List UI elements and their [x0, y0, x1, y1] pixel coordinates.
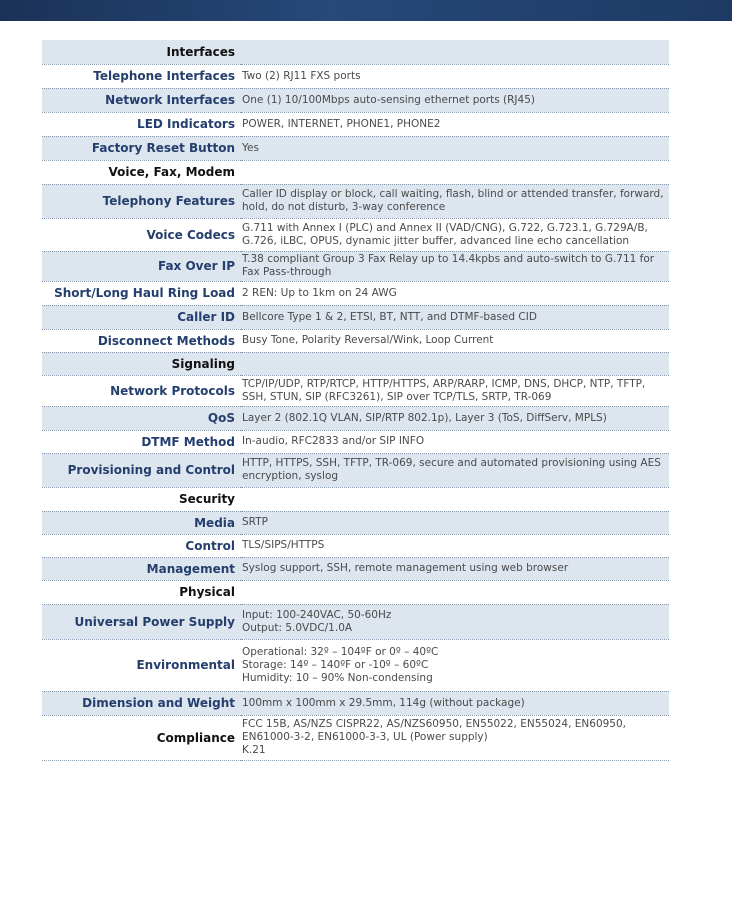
spec-value — [241, 136, 669, 160]
spec-value — [241, 406, 669, 430]
spec-value-line: Syslog support, SSH, remote management using web browser — [242, 562, 569, 574]
spec-value — [241, 487, 669, 511]
spec-row — [42, 136, 669, 160]
spec-label: Compliance — [42, 715, 241, 760]
spec-label: Control — [42, 534, 241, 557]
section-title: Signaling — [42, 352, 241, 375]
spec-row — [42, 112, 669, 136]
section-header-row — [42, 40, 669, 64]
section-header-row — [42, 352, 669, 375]
specifications-table — [42, 40, 669, 761]
spec-value-line: Input: 100-240VAC, 50-60Hz — [242, 608, 392, 621]
spec-label: QoS — [42, 406, 241, 430]
spec-value — [241, 305, 669, 329]
spec-value-line: In-audio, RFC2833 and/or SIP INFO — [242, 435, 425, 447]
spec-value — [241, 715, 669, 760]
spec-row — [42, 604, 669, 639]
spec-row — [42, 251, 669, 281]
spec-label: Telephone Interfaces — [42, 64, 241, 88]
spec-row — [42, 691, 669, 715]
spec-row — [42, 639, 669, 691]
spec-value — [241, 430, 669, 453]
section-title: Physical — [42, 580, 241, 604]
spec-value-line: TCP/IP/UDP, RTP/RTCP, HTTP/HTTPS, ARP/RARP, ICMP, DNS, DHCP, NTP, TFTP, SSH, STUN, SIP (RFC3261), SIP over TCP/TLS, SRTP, TR-069 — [242, 377, 646, 403]
spec-label: Short/Long Haul Ring Load — [42, 281, 241, 305]
spec-row — [42, 453, 669, 487]
spec-value-line: Two (2) RJ11 FXS ports — [242, 69, 361, 82]
spec-value-line: T.38 compliant Group 3 Fax Relay up to 14.4kpbs and auto-switch to G.711 for Fax Pass-through — [242, 253, 655, 278]
spec-value — [241, 329, 669, 352]
spec-row — [42, 534, 669, 557]
spec-table-body — [42, 40, 669, 760]
spec-value-line: Caller ID display or block, call waiting, flash, blind or attended transfer, forward, hold, do not disturb, 3-way conference — [242, 188, 664, 213]
spec-value-line: POWER, INTERNET, PHONE1, PHONE2 — [242, 117, 441, 130]
spec-value-line: Output: 5.0VDC/1.0A — [242, 621, 353, 634]
spec-label: Provisioning and Control — [42, 453, 241, 487]
spec-label: Media — [42, 511, 241, 534]
spec-value — [241, 375, 669, 406]
spec-label: Voice Codecs — [42, 218, 241, 251]
section-header-row — [42, 160, 669, 184]
spec-label: Network Interfaces — [42, 88, 241, 112]
spec-value — [241, 691, 669, 715]
spec-row — [42, 281, 669, 305]
spec-value — [241, 352, 669, 375]
spec-row — [42, 88, 669, 112]
section-title: Security — [42, 487, 241, 511]
spec-row — [42, 329, 669, 352]
spec-value — [241, 184, 669, 218]
section-title: Interfaces — [42, 40, 241, 64]
spec-value — [241, 88, 669, 112]
section-title: Voice, Fax, Modem — [42, 160, 241, 184]
spec-value — [241, 639, 669, 691]
section-header-row — [42, 580, 669, 604]
spec-row — [42, 715, 669, 760]
spec-value — [241, 534, 669, 557]
spec-label: LED Indicators — [42, 112, 241, 136]
spec-value — [241, 281, 669, 305]
spec-row — [42, 557, 669, 580]
spec-value — [241, 251, 669, 281]
spec-label: Universal Power Supply — [42, 604, 241, 639]
header-banner — [0, 0, 732, 21]
spec-value-line: Storage: 14º – 140ºF or -10º – 60ºC — [242, 658, 429, 671]
spec-value-line: Busy Tone, Polarity Reversal/Wink, Loop Current — [242, 334, 494, 346]
spec-value-line: HTTP, HTTPS, SSH, TFTP, TR-069, secure and automated provisioning using AES encryption, syslog — [242, 457, 661, 482]
spec-label: Network Protocols — [42, 375, 241, 406]
spec-label: Telephony Features — [42, 184, 241, 218]
spec-value — [241, 64, 669, 88]
spec-value — [241, 604, 669, 639]
spec-row — [42, 218, 669, 251]
spec-label: DTMF Method — [42, 430, 241, 453]
spec-label: Caller ID — [42, 305, 241, 329]
spec-value-line: Layer 2 (802.1Q VLAN, SIP/RTP 802.1p), Layer 3 (ToS, DiffServ, MPLS) — [242, 411, 607, 424]
spec-label: Factory Reset Button — [42, 136, 241, 160]
spec-row — [42, 375, 669, 406]
spec-value-line: K.21 — [242, 744, 266, 756]
spec-value — [241, 511, 669, 534]
spec-value-line: One (1) 10/100Mbps auto-sensing ethernet ports (RJ45) — [242, 93, 535, 106]
spec-value-line: Humidity: 10 – 90% Non-condensing — [242, 671, 433, 684]
spec-value — [241, 580, 669, 604]
spec-label: Management — [42, 557, 241, 580]
spec-value-line: TLS/SIPS/HTTPS — [242, 539, 325, 551]
spec-row — [42, 64, 669, 88]
spec-row — [42, 430, 669, 453]
spec-value-line: SRTP — [242, 516, 268, 528]
spec-label: Disconnect Methods — [42, 329, 241, 352]
spec-row — [42, 406, 669, 430]
spec-label: Environmental — [42, 639, 241, 691]
spec-value-line: G.711 with Annex I (PLC) and Annex II (VAD/CNG), G.722, G.723.1, G.729A/B, G.726, iLBC, OPUS, dynamic jitter buffer, advanced line echo cancellation — [242, 221, 648, 247]
section-header-row — [42, 487, 669, 511]
spec-value — [241, 218, 669, 251]
spec-row — [42, 184, 669, 218]
spec-value-line: 2 REN: Up to 1km on 24 AWG — [242, 286, 397, 299]
spec-value — [241, 40, 669, 64]
spec-value-line: Bellcore Type 1 & 2, ETSI, BT, NTT, and DTMF-based CID — [242, 310, 537, 323]
spec-label: Dimension and Weight — [42, 691, 241, 715]
spec-value — [241, 160, 669, 184]
spec-value-line: Operational: 32º – 104ºF or 0º – 40ºC — [242, 645, 439, 658]
spec-value — [241, 557, 669, 580]
spec-value — [241, 112, 669, 136]
spec-value-line: Yes — [242, 141, 259, 154]
spec-label: Fax Over IP — [42, 251, 241, 281]
spec-value-line: 100mm x 100mm x 29.5mm, 114g (without package) — [242, 696, 525, 709]
spec-row — [42, 511, 669, 534]
spec-row — [42, 305, 669, 329]
spec-value — [241, 453, 669, 487]
spec-value-line: FCC 15B, AS/NZS CISPR22, AS/NZS60950, EN55022, EN55024, EN60950, EN61000-3-2, EN61000-3-3, UL (Power supply) — [242, 718, 627, 743]
